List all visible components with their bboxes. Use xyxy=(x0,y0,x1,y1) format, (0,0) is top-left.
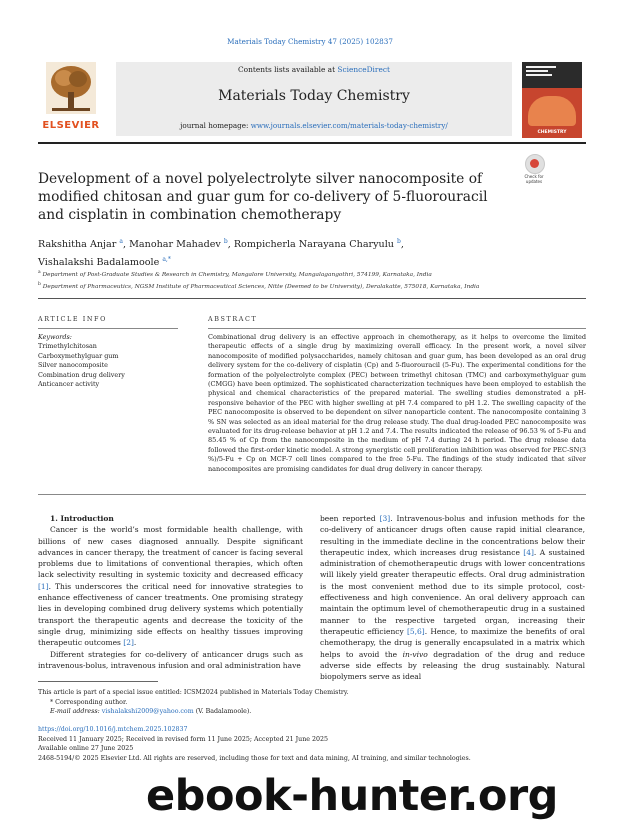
author-affil-marker[interactable]: a,* xyxy=(162,256,171,264)
abstract-rule xyxy=(208,328,586,329)
check-for-updates-button[interactable] xyxy=(520,154,548,184)
keywords-label: Keywords: xyxy=(38,333,72,341)
check-updates-label: Check for updates xyxy=(524,174,544,184)
body-paragraph xyxy=(38,524,303,648)
body-text: . This underscores the critical need for innovative strategies to enhance effectiveness of cancer treatments. One promising strategy lies in developing combined drug delivery systems which potentially transport the therapeutic agents and decrease the toxicity of the single drug, minimizing side effects on healthy tissues improving therapeutic outcomes xyxy=(38,581,303,648)
cover-label: CHEMISTRY xyxy=(537,130,567,135)
keyword-item: Anticancer activity xyxy=(38,380,100,389)
author-name[interactable]: Rakshitha Anjar xyxy=(38,239,117,251)
email-note xyxy=(38,707,586,717)
abstract-text: Combinational drug delivery is an effective approach in chemotherapy, as it helps to overcome the limited therapeutic effects of a single drug by maximizing overall efficacy. In the present work, a novel silver nanocomposite of modified polysaccharides, namely chitosan and guar gum, has been developed as an oral drug delivery system for the co-delivery of cisplatin (Cp) and 5-fluorouracil (5-Fu). The experimental conditions for the formation of the polyelectrolyte complex (PEC) between trimethyl chitosan (TMC) and carboxymethylguar gum (CMGG) have been optimized. The sophisticated characterization techniques have been employed to establish the physical and chemical characteristics of the prepared material. The swelling studies demonstrated a pH-responsive behavior of the PEC with higher swelling at pH 7.4 compared to pH 1.2. The swelling capacity of the PEC nanocomposite is observed to be dependent on silver nanoparticle content. The nanocomposite containing 3 % SN was selected as an ideal material for the drug release study. The dual drug-loaded PEC nanocomposite was evaluated for its drug-release behavior at pH 1.2 and 7.4. The results indicated the release of 96.53 % of 5-Fu and 85.45 % of Cp from the nanocomposite in the medium of pH 7.4 during 24 h period. The drug release data followed the first-order kinetic model. A strong synergistic cell proliferation inhibition was observed for PEC-SN(3 %)/5-Fu + Cp on MCF-7 cell lines compared to the free 5-Fu. The findings of the study indicated that silver nanocomposites are promising candidates for dual drug delivery in cancer therapy. xyxy=(208,333,586,473)
cover-artwork xyxy=(528,96,576,126)
affiliations xyxy=(38,268,586,292)
corresponding-text: Corresponding author. xyxy=(55,698,128,706)
copyright-notice: 2468-5194/© 2025 Elsevier Ltd. All rights are reserved, including those for text and data mining, AI training, and similar technologies. xyxy=(38,754,471,762)
corresponding-author-note xyxy=(38,698,586,708)
cover-title-line xyxy=(526,66,556,68)
publication-info xyxy=(38,725,586,763)
body-text: . Intravenous-bolus and infusion methods for the co-delivery of anticancer drugs often cause rapid initial clearance, resulting in the immediate decline in the concentrations below their therapeutic index, which increases drug resistance xyxy=(320,514,585,557)
corresponding-marker: * xyxy=(50,698,54,706)
citation-link[interactable]: [2] xyxy=(123,638,134,648)
keyword-item: Silver nanocomposite xyxy=(38,361,108,370)
email-name: (V. Badalamoole). xyxy=(195,708,252,716)
body-italic-text: in-vivo xyxy=(402,649,428,659)
body-text: . Hence, to maximize the benefits of oral chemotherapy, the drug is generally encapsulated in a matrix which helps to avoid the xyxy=(320,626,586,659)
keywords-block xyxy=(38,333,188,389)
journal-reference-link[interactable]: Materials Today Chemistry 47 (2025) 102837 xyxy=(227,37,393,46)
body-paragraph xyxy=(320,513,585,682)
watermark-text: ebook-hunter.org xyxy=(146,771,558,821)
author-separator: , xyxy=(122,239,130,251)
footnote-rule xyxy=(38,681,158,682)
masthead-center xyxy=(116,62,512,136)
elsevier-logo[interactable] xyxy=(38,62,104,134)
author-name[interactable]: Manohar Mahadev xyxy=(129,239,221,251)
email-label: E-mail address: xyxy=(50,708,100,716)
abstract-heading: ABSTRACT xyxy=(208,315,258,323)
article-info-heading: ARTICLE INFO xyxy=(38,315,107,323)
affiliation-item xyxy=(38,268,586,280)
affiliation-marker: b xyxy=(38,281,41,287)
affiliation-marker: a xyxy=(38,270,41,275)
contents-prefix: Contents lists available at xyxy=(238,65,338,74)
citation-link[interactable]: [4] xyxy=(523,547,534,557)
affiliation-item xyxy=(38,280,586,292)
affiliation-text: Department of Post-Graduate Studies & Research in Chemistry, Mangalore University, Mangalagangothri, 574199, Karnataka, India xyxy=(42,271,432,278)
body-paragraph: Different strategies for co-delivery of anticancer drugs such as intravenous-bolus, intravenous infusion and oral administration have xyxy=(38,649,303,670)
journal-title: Materials Today Chemistry xyxy=(218,88,410,104)
article-title: Development of a novel polyelectrolyte silver nanocomposite of modified chitosan and guar gum for co-delivery of 5-fluorouracil and cisplatin in combination chemotherapy xyxy=(38,171,488,223)
author-name[interactable]: Vishalakshi Badalamoole xyxy=(38,257,160,269)
footnotes xyxy=(38,688,586,717)
affiliation-divider xyxy=(38,298,586,299)
homepage-line xyxy=(116,121,512,130)
sciencedirect-link[interactable]: ScienceDirect xyxy=(337,65,390,74)
available-online-date: Available online 27 June 2025 xyxy=(38,745,134,753)
journal-masthead xyxy=(38,62,586,138)
citation-link[interactable]: [5,6] xyxy=(406,626,425,636)
affiliation-text: Department of Pharmaceutics, NGSM Institute of Pharmaceutical Sciences, Nitte (Deemed to be University), Deralakatte, 575018, Karnataka, India xyxy=(42,283,480,290)
body-text: Cancer is the world’s most formidable health challenge, with billions of new cases diagnosed annually. Despite significant advances in cancer therapy, the treatment of cancer is facing several problems due to limitations of conventional therapies, which often lack selectivity resulting in systemic toxicity and decreased efficacy xyxy=(38,525,303,580)
author-separator: , xyxy=(400,239,404,251)
citation-link[interactable]: [1] xyxy=(38,581,49,591)
journal-cover-thumbnail[interactable] xyxy=(522,62,582,138)
citation-link[interactable]: [3] xyxy=(379,514,391,523)
author-affil-marker[interactable]: a xyxy=(119,238,123,245)
contents-line xyxy=(116,65,512,74)
author-affil-marker[interactable]: b xyxy=(223,238,228,245)
body-text: . A sustained administration of chemotherapeutic drugs with lower concentrations will likely yield greater therapeutic effects. Oral drug administration is the most convenient method due to its simple protocol, cost-effectiveness and high convenience. An oral delivery approach can maintain the optimum level of chemotherapeutic drug in a sustained manner to the respective targeted organ, increasing their therapeutic efficiency xyxy=(320,547,585,636)
doi-link[interactable]: https://doi.org/10.1016/j.mtchem.2025.102837 xyxy=(38,726,188,733)
elsevier-wordmark: ELSEVIER xyxy=(42,120,100,131)
abstract-bottom-rule xyxy=(38,494,586,495)
keyword-item: Combination drug delivery xyxy=(38,370,125,379)
check-updates-icon xyxy=(530,159,539,168)
received-dates: Received 11 January 2025; Received in revised form 11 June 2025; Accepted 21 June 2025 xyxy=(38,735,329,743)
author-affil-marker[interactable]: b xyxy=(397,238,401,245)
author-name[interactable]: Rompicherla Narayana Charyulu xyxy=(233,239,394,251)
body-text: . xyxy=(133,638,137,648)
elsevier-tree-icon xyxy=(46,62,96,114)
introduction-heading: 1. Introduction xyxy=(50,514,114,523)
author-list xyxy=(38,234,578,270)
cover-title-line xyxy=(526,74,552,76)
special-issue-note: This article is part of a special issue entitled: ICSM2024 published in Materials Today Chemistry. xyxy=(38,689,349,696)
header-divider xyxy=(38,142,586,144)
keyword-item: Trimethylchitosan xyxy=(38,342,97,351)
body-column-right xyxy=(320,513,585,682)
article-info-rule xyxy=(38,328,178,329)
author-email-link[interactable]: vishalakshi2009@yahoo.com xyxy=(101,708,194,716)
journal-homepage-link[interactable]: www.journals.elsevier.com/materials-today-chemistry/ xyxy=(250,121,448,130)
body-text: degradation of the drug and reduce adverse side effects by releasing the drug sustainably. Natural biopolymers serve as ideal xyxy=(320,649,585,682)
body-text: been reported xyxy=(320,514,380,523)
cover-title-line xyxy=(526,70,548,72)
keyword-item: Carboxymethylguar gum xyxy=(38,351,119,360)
homepage-prefix: journal homepage: xyxy=(180,121,251,130)
body-column-left xyxy=(38,513,303,671)
author-separator: , xyxy=(227,239,234,251)
